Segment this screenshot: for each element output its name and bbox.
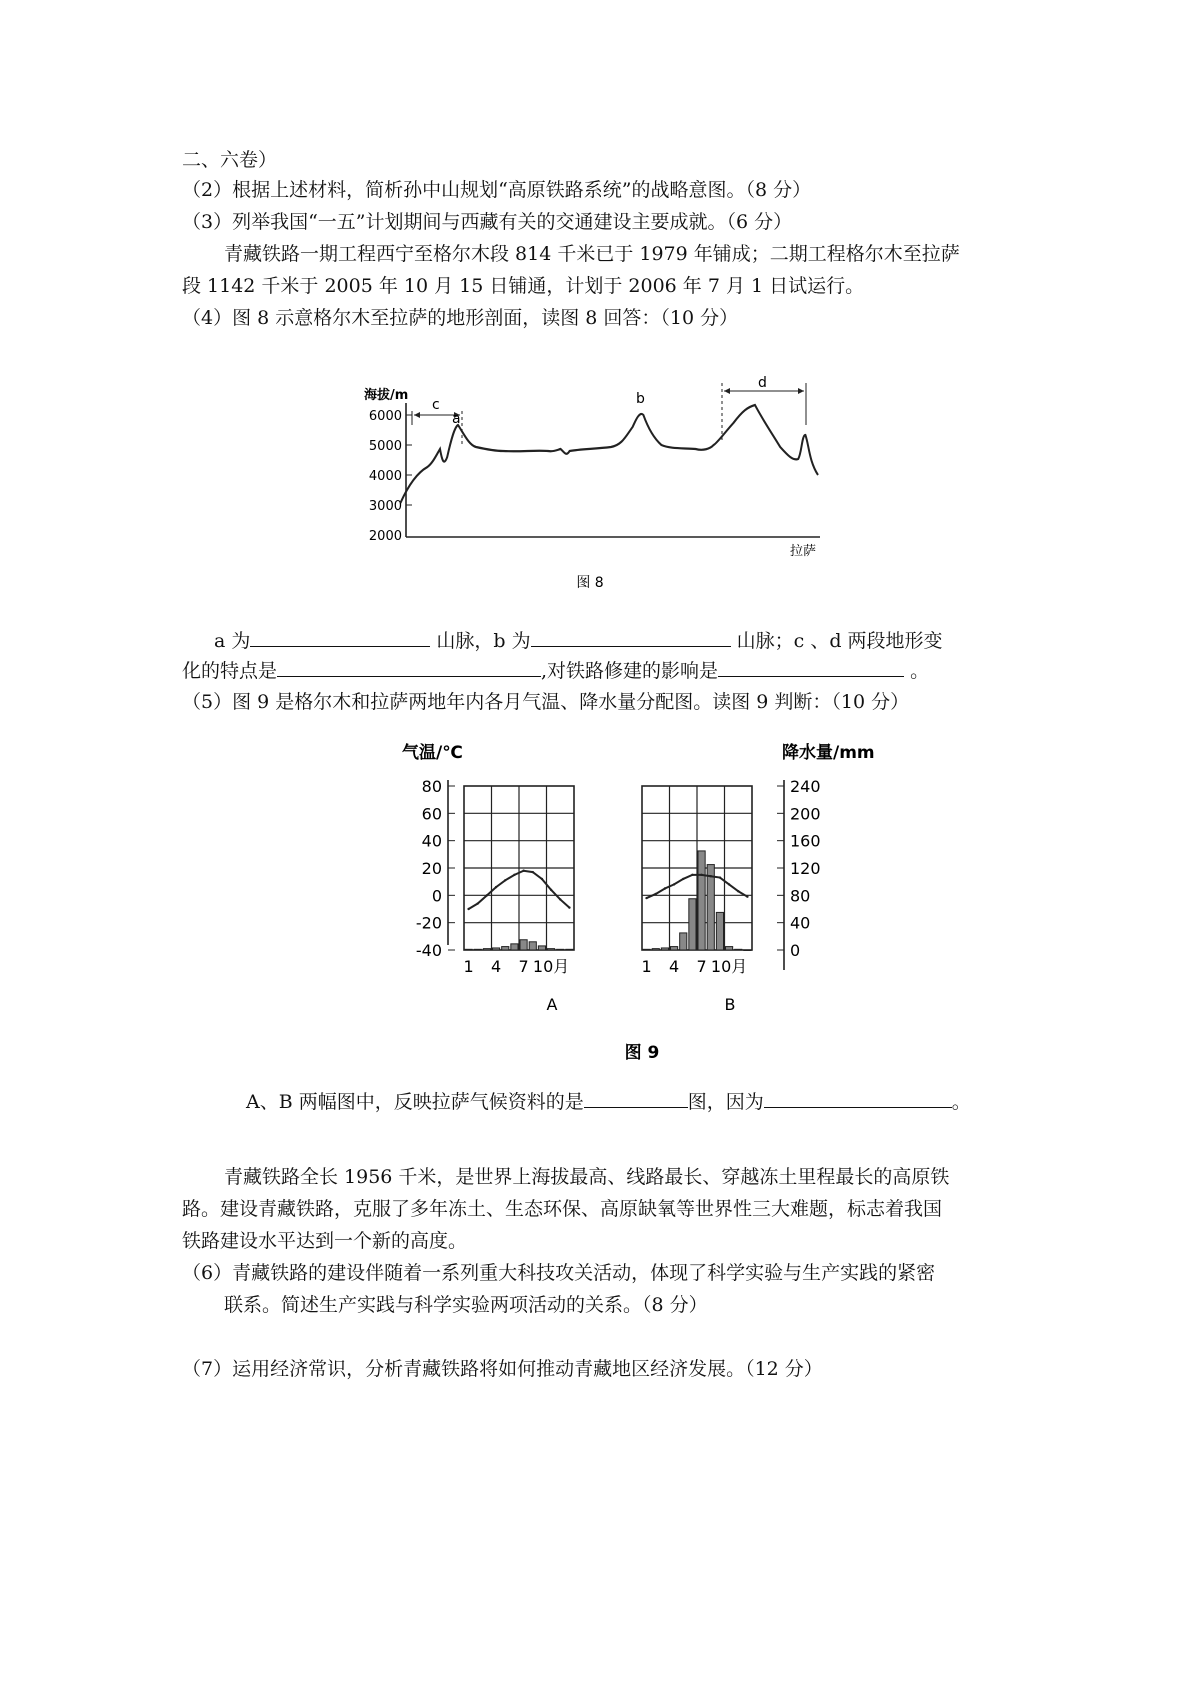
fig9-panel-a-label: A (546, 995, 558, 1014)
q5-text: A、B 两幅图中，反映拉萨气候资料的是 (246, 1091, 584, 1113)
answer-blank-figure[interactable] (584, 1087, 688, 1108)
precipitation-bar (716, 912, 723, 950)
precipitation-bar (643, 949, 650, 950)
temperature-point (477, 902, 479, 904)
month-tick-label: 4 (490, 957, 502, 976)
answer-blank-impact[interactable] (718, 656, 904, 677)
precip-tick-label: 240 (790, 777, 821, 796)
q5-text: 图，因为 (687, 1091, 764, 1113)
answer-blank-reason[interactable] (764, 1087, 952, 1108)
section-header: 二、六卷） (182, 149, 278, 171)
precipitation-bar (680, 933, 687, 950)
answer-blank-b[interactable] (531, 626, 731, 647)
precipitation-bar (661, 948, 668, 950)
question-3: （3）列举我国“一五”计划期间与西藏有关的交通建设主要成就。（6 分） (182, 211, 793, 233)
precipitation-bar (502, 947, 509, 950)
fig9-panel-b-label: B (724, 995, 736, 1014)
precipitation-bar (493, 948, 500, 950)
temperature-point (504, 879, 506, 881)
precipitation-bar (726, 947, 733, 950)
q4-text: a 为 (214, 630, 251, 652)
figure-8-terrain-profile (350, 375, 830, 605)
temperature-point (645, 897, 647, 899)
temp-tick-label: 80 (421, 777, 442, 796)
temp-tick-label: -40 (415, 941, 442, 960)
temperature-point (691, 874, 693, 876)
month-tick-label: 1 (463, 957, 474, 976)
temperature-point (719, 876, 721, 878)
fig8-ytick: 2000 (368, 529, 402, 544)
temperature-point (559, 898, 561, 900)
temperature-point (673, 883, 675, 885)
month-tick-label: 10月 (532, 957, 570, 976)
question-5: （5）图 9 是格尔木和拉萨两地年内各月气温、降水量分配图。读图 9 判断：（10 分） (182, 691, 910, 713)
precip-tick-label: 40 (790, 913, 811, 933)
fig8-ylabel: 海拔/m (364, 388, 409, 403)
temperature-point (710, 875, 712, 877)
fig8-label-b: b (636, 391, 645, 407)
question-7: （7）运用经济常识，分析青藏铁路将如何推动青藏地区经济发展。（12 分） (182, 1358, 823, 1380)
fig8-label-lhasa: 拉萨 (790, 544, 817, 559)
question-6-line1: （6）青藏铁路的建设伴随着一系列重大科技攻关活动，体现了科学实验与生产实践的紧密 (182, 1262, 936, 1284)
fig8-ytick: 6000 (368, 409, 402, 424)
question-2: （2）根据上述材料，简析孙中山规划“高原铁路系统”的战略意图。（8 分） (182, 179, 812, 201)
temperature-point (532, 871, 534, 873)
temperature-point (486, 894, 488, 896)
temp-tick-label: -20 (415, 913, 442, 933)
precipitation-bar (483, 949, 490, 950)
temperature-point (513, 874, 515, 876)
precipitation-bar (520, 940, 527, 950)
paragraph-2-line3: 铁路建设水平达到一个新的高度。 (182, 1230, 468, 1252)
paragraph-1-line2: 段 1142 千米于 2005 年 10 月 15 日铺通，计划于 2006 年 7 月 1 日试运行。 (182, 275, 865, 297)
temperature-point (737, 890, 739, 892)
q4-text: 山脉；c 、d 两段地形变 (736, 630, 943, 652)
figure-9-climate-chart (402, 740, 902, 1070)
temperature-point (682, 878, 684, 880)
temp-tick-label: 60 (421, 804, 442, 824)
q4-text: ,对铁路修建的影响是 (541, 660, 719, 682)
precipitation-bar (465, 949, 472, 950)
climate-panel-a (463, 786, 574, 976)
month-tick-label: 1 (641, 957, 652, 976)
month-tick-label: 7 (696, 957, 707, 976)
temperature-point (746, 896, 748, 898)
temp-tick-label: 0 (431, 886, 442, 906)
precipitation-bar (698, 851, 705, 950)
fig8-label-d: d (758, 375, 767, 391)
precipitation-bar (566, 949, 573, 950)
q4-text: 化的特点是 (182, 660, 278, 682)
q4-text: 山脉，b 为 (436, 630, 531, 652)
precipitation-bar (744, 950, 751, 951)
precip-tick-label: 80 (790, 886, 811, 906)
month-tick-label: 7 (518, 957, 529, 976)
temperature-point (522, 870, 524, 872)
fig9-left-axis-title: 气温/℃ (402, 743, 463, 763)
precipitation-bar (671, 947, 678, 950)
paragraph-1-line1: 青藏铁路一期工程西宁至格尔木段 814 千米已于 1979 年铺成；二期工程格尔木至拉萨 (224, 243, 960, 265)
precip-tick-label: 200 (790, 804, 821, 824)
climate-panel-b (641, 786, 752, 976)
paragraph-2-line1: 青藏铁路全长 1956 千米，是世界上海拔最高、线路最长、穿越冻土里程最长的高原铁 (224, 1166, 950, 1188)
temperature-point (700, 874, 702, 876)
fig8-ytick: 4000 (368, 469, 402, 484)
fig8-caption: 图 8 (576, 575, 604, 591)
precip-tick-label: 160 (790, 831, 821, 851)
answer-blank-cd[interactable] (277, 656, 541, 677)
precipitation-bar (735, 949, 742, 950)
month-tick-label: 10月 (710, 957, 748, 976)
temperature-point (655, 893, 657, 895)
question-6-line2: 联系。简述生产实践与科学实验两项活动的关系。（8 分） (224, 1294, 708, 1316)
precipitation-bar (548, 949, 555, 950)
q4-text: 。 (910, 660, 930, 682)
question-4: （4）图 8 示意格尔木至拉萨的地形剖面，读图 8 回答：（10 分） (182, 307, 739, 329)
temperature-point (495, 886, 497, 888)
paragraph-2-line2: 路。建设青藏铁路，克服了多年冻土、生态环保、高原缺氧等世界性三大难题，标志着我国 (182, 1198, 943, 1220)
temperature-point (728, 883, 730, 885)
fig8-ytick: 3000 (368, 499, 402, 514)
temp-tick-label: 20 (421, 859, 442, 878)
precip-tick-label: 120 (790, 859, 821, 878)
precipitation-bar (538, 946, 545, 950)
precip-tick-label: 0 (790, 941, 801, 960)
precipitation-bar (557, 949, 564, 950)
month-tick-label: 4 (668, 957, 680, 976)
question-4-line1 (214, 626, 943, 655)
answer-blank-a[interactable] (250, 626, 430, 647)
precipitation-bar (511, 944, 518, 950)
fig9-caption: 图 9 (624, 1043, 660, 1063)
fig8-ytick: 5000 (368, 439, 402, 454)
fig8-label-c: c (432, 397, 440, 413)
precipitation-bar (474, 949, 481, 950)
temp-tick-label: 40 (421, 831, 442, 851)
precipitation-bar (529, 942, 536, 950)
question-4-line2 (182, 656, 929, 685)
temperature-point (467, 908, 469, 910)
temperature-point (550, 889, 552, 891)
precipitation-bar (689, 899, 696, 950)
temperature-point (664, 887, 666, 889)
precipitation-bar (652, 949, 659, 950)
fig9-right-axis-title: 降水量/mm (782, 743, 875, 763)
q5-text: 。 (951, 1091, 971, 1113)
temperature-point (541, 878, 543, 880)
fig8-label-a: a (452, 411, 461, 427)
temperature-point (568, 906, 570, 908)
question-5-answer-line (246, 1087, 971, 1116)
